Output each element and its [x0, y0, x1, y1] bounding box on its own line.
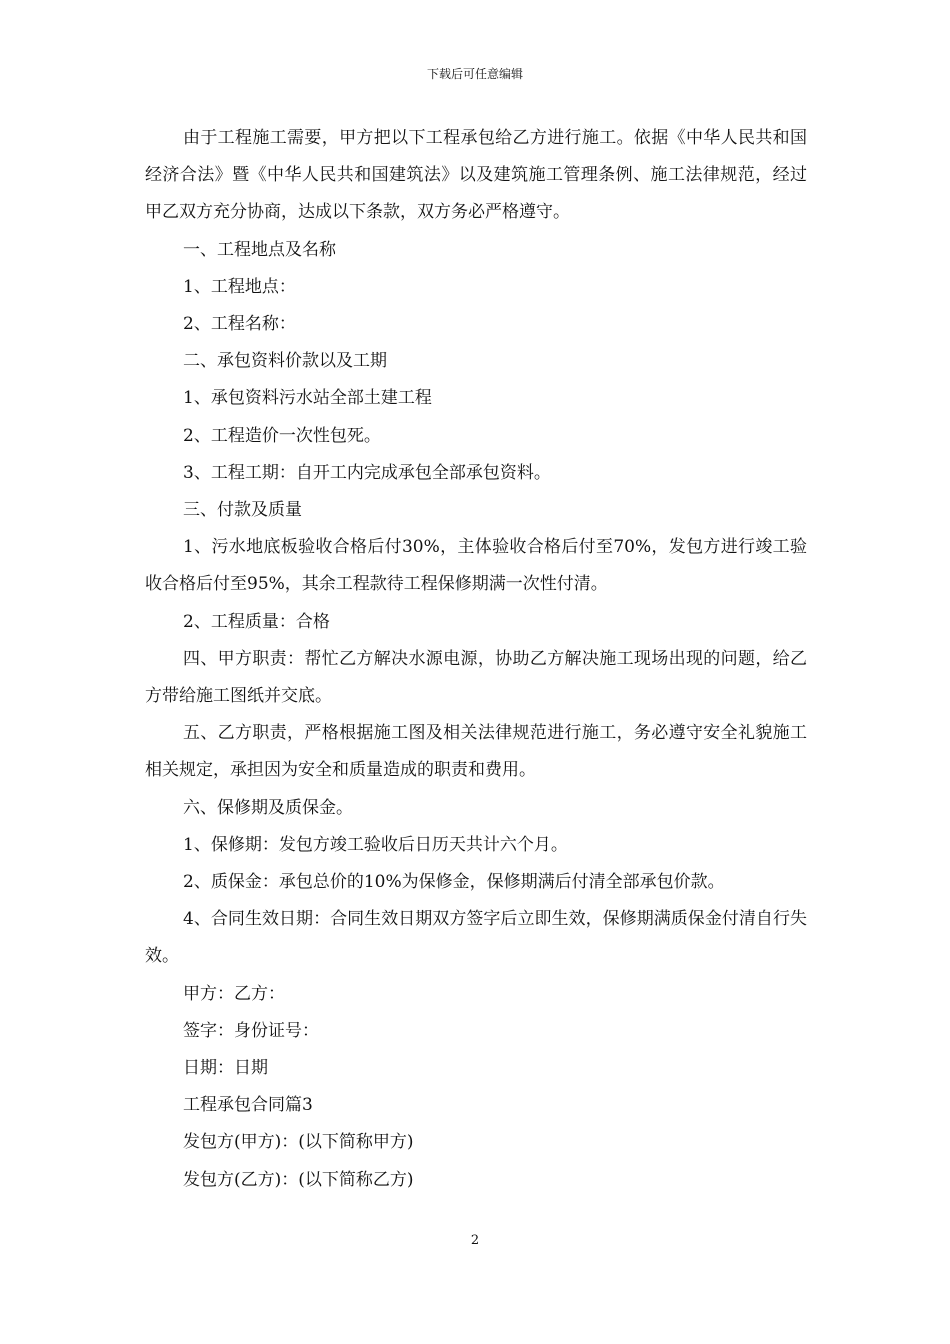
- list-item-deposit: 2、质保金：承包总价的10%为保修金，保修期满后付清全部承包价款。: [183, 872, 725, 893]
- list-item-quality: 2、工程质量：合格: [183, 611, 330, 632]
- list-item-payment: 1、污水地底板验收合格后付30%，主体验收合格后付至70%，发包方进行竣工验收合格后付至95%，其余工程款待工程保修期满一次性付清。: [145, 537, 807, 595]
- signature-sign: 签字：身份证号：: [183, 1020, 319, 1041]
- section-heading-1: 一、工程地点及名称: [183, 239, 336, 260]
- signature-parties: 甲方：乙方：: [183, 983, 285, 1004]
- list-item-effective-date: 4、合同生效日期：合同生效日期双方签字后立即生效，保修期满质保金付清自行失效。: [145, 909, 807, 967]
- contract-title-3: 工程承包合同篇3: [183, 1095, 313, 1116]
- section-heading-3: 三、付款及质量: [183, 500, 302, 521]
- list-item-location: 1、工程地点：: [183, 276, 296, 297]
- paragraph-intro: 由于工程施工需要，甲方把以下工程承包给乙方进行施工。依据《中华人民共和国经济合法》暨《中华人民共和国建筑法》以及建筑施工管理条例、施工法律规范，经过甲乙双方充分协商，达成以下条款，双方务必严格遵守。: [145, 128, 807, 223]
- page-number: 2: [470, 1233, 480, 1248]
- document-body: [145, 120, 807, 1199]
- section-heading-6: 六、保修期及质保金。: [183, 797, 353, 818]
- list-item-scope: 1、承包资料污水站全部土建工程: [183, 388, 432, 409]
- party-a-line: 发包方(甲方)：(以下简称甲方): [183, 1132, 414, 1153]
- paragraph-party-a-duties: 四、甲方职责：帮忙乙方解决水源电源，协助乙方解决施工现场出现的问题，给乙方带给施工图纸并交底。: [145, 648, 807, 707]
- list-item-warranty: 1、保修期：发包方竣工验收后日历天共计六个月。: [183, 834, 568, 855]
- party-b-line: 发包方(乙方)：(以下简称乙方): [183, 1169, 414, 1190]
- page-header: 下载后可任意编辑: [426, 67, 523, 81]
- signature-date: 日期：日期: [183, 1058, 268, 1079]
- section-heading-2: 二、承包资料价款以及工期: [183, 351, 387, 372]
- paragraph-party-b-duties: 五、乙方职责，严格根据施工图及相关法律规范进行施工，务必遵守安全礼貌施工相关规定，承担因为安全和质量造成的职责和费用。: [145, 723, 807, 781]
- list-item-cost: 2、工程造价一次性包死。: [183, 425, 381, 446]
- list-item-name: 2、工程名称：: [183, 314, 296, 335]
- list-item-period: 3、工程工期：自开工内完成承包全部承包资料。: [183, 462, 551, 483]
